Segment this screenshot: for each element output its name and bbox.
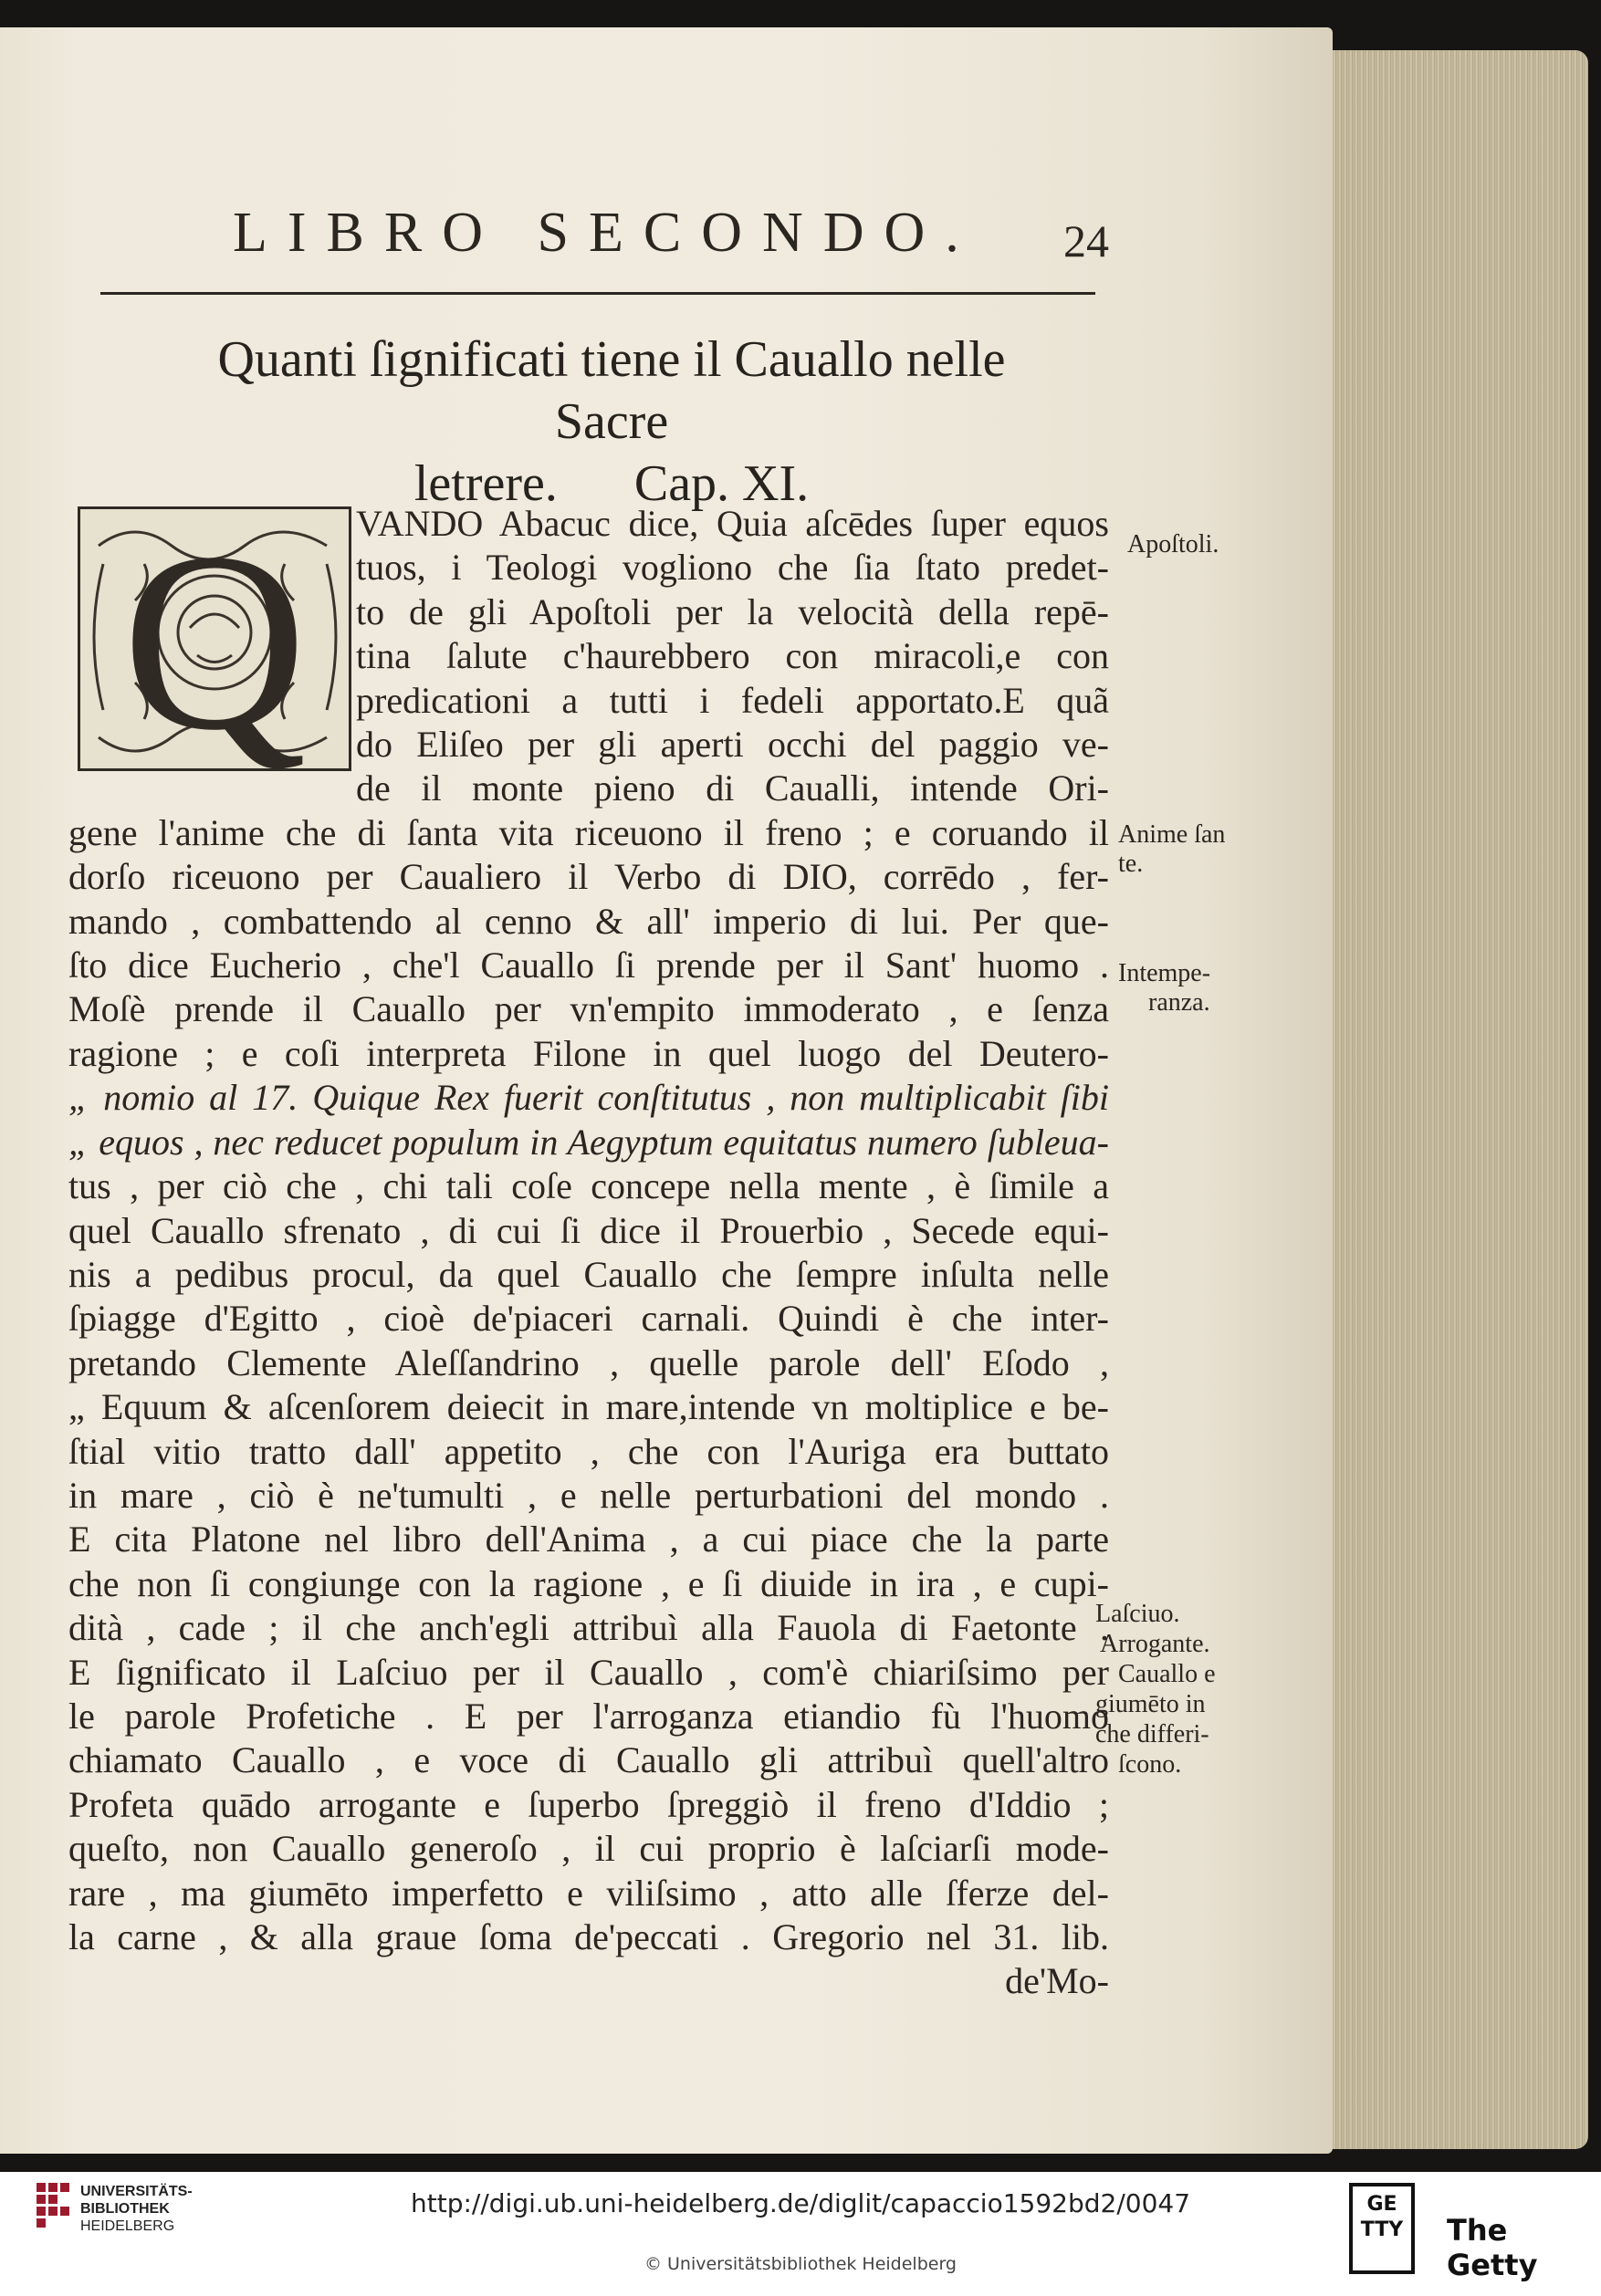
getty-name: The Getty <box>1447 2213 1538 2282</box>
text-line: pretando Clemente Aleſſandrino , quelle parole dell' Eſodo , <box>68 1341 1109 1383</box>
copyright-notice: © Universitätsbibliothek Heidelberg <box>644 2254 957 2274</box>
text-line: quel Cauallo sfrenato , di cui ſi dice il Prouerbio , Secede equi- <box>68 1209 1109 1251</box>
text-line: VANDO Abacuc dice, Quia aſcēdes ſuper equos <box>356 503 1109 544</box>
margin-note: Anime ſan <box>1118 820 1226 849</box>
source-url-link[interactable]: http://digi.ub.uni-heidelberg.de/diglit/capaccio1592bd2/0047 <box>410 2188 1191 2218</box>
text-line: rare , ma giumēto imperfetto e viliſsimo , atto alle ſferze del- <box>68 1872 1109 1914</box>
text-line: „ nomio al 17. Quique Rex fuerit conſtitutus , non multiplicabit ſibi <box>68 1077 1109 1119</box>
text-line: la carne , & alla graue ſoma de'peccati . Gregorio nel 31. lib. <box>68 1916 1109 1957</box>
text-line: tuos, i Teologi vogliono che ſia ſtato predet- <box>356 547 1109 589</box>
page-edges <box>1314 50 1588 2149</box>
margin-note: Cauallo e <box>1118 1660 1216 1688</box>
text-line: „ Equum & aſcenſorem deiecit in mare,intende vn moltiplice e be- <box>68 1386 1109 1428</box>
text-line: mando , combattendo al cenno & all' imperio di lui. Per que- <box>68 900 1109 942</box>
text-line: tus , per ciò che , chi tali coſe concepe nella mente , è ſimile a <box>68 1165 1109 1207</box>
text-line: ſtial vitio tratto dall' appetito , che con l'Auriga era buttato <box>68 1430 1109 1472</box>
text-line: Moſè prende il Cauallo per vn'empito immoderato , e ſenza <box>68 988 1109 1030</box>
text-line: to de gli Apoſtoli per la velocità della repē- <box>356 590 1109 632</box>
text-line: ſto dice Eucherio , che'l Cauallo ſi prende per il Sant' huomo . <box>68 944 1109 986</box>
text-line: ſpiagge d'Egitto , cioè de'piaceri carnali. Quindi è che inter- <box>68 1298 1109 1340</box>
margin-note: che differi- <box>1095 1720 1209 1748</box>
text-line: predicationi a tutti i fedeli apportato.E quã <box>356 679 1109 721</box>
margin-note: Apoſtoli. <box>1127 530 1219 558</box>
running-head: LIBRO SECONDO. <box>233 202 979 264</box>
body-text <box>68 499 1109 2004</box>
margin-note: ſcono. <box>1118 1750 1182 1779</box>
initial-letter: Q <box>121 499 308 783</box>
text-line: E ſignificato il Laſciuo per il Cauallo , com'è chiariſsimo per <box>68 1651 1109 1693</box>
head-rule <box>100 292 1095 295</box>
text-line: in mare , ciò è ne'tumulti , e nelle perturbationi del mondo . <box>68 1474 1109 1516</box>
text-line: chiamato Cauallo , e voce di Cauallo gli attribuì quell'altro <box>68 1739 1109 1781</box>
getty-logo-icon: GE TTY <box>1349 2183 1415 2274</box>
chapter-title-line-2: letrere. Cap. XI. <box>413 455 810 512</box>
text-line: le parole Profetiche . E per l'arroganza etiandio fù l'huomo <box>68 1695 1109 1737</box>
margin-note: ranza. <box>1148 988 1210 1017</box>
margin-note: giumēto in <box>1095 1690 1206 1718</box>
text-line: de il monte pieno di Caualli, intende Ori- <box>356 767 1109 809</box>
catchword: de'Mo- <box>1005 1960 1109 2002</box>
book-page <box>0 27 1333 2154</box>
text-line: „ equos , nec reducet populum in Aegyptum equitatus numero ſubleua- <box>68 1121 1109 1163</box>
margin-note: te. <box>1118 850 1144 878</box>
text-line: tina ſalute c'haurebbero con miracoli,e con <box>356 635 1109 677</box>
text-line: queſto, non Cauallo generoſo , il cui proprio è laſciarſi mode- <box>68 1828 1109 1870</box>
text-line: che non ſi congiunge con la ragione , e ſi diuide in ira , e cupi- <box>68 1562 1109 1604</box>
text-line: nis a pedibus procul, da quel Cauallo che ſempre inſulta nelle <box>68 1253 1109 1295</box>
text-line: ragione ; e coſi interpreta Filone in quel luogo del Deutero- <box>68 1032 1109 1074</box>
chapter-title <box>155 329 1068 515</box>
chapter-title-line-1: Quanti ſignificati tiene il Cauallo nelle Sacre <box>217 331 1006 450</box>
text-line: dorſo riceuono per Caualiero il Verbo di DIO, corrēdo , fer- <box>68 856 1109 898</box>
text-line: gene l'anime che di ſanta vita riceuono il freno ; e coruando il <box>68 811 1109 853</box>
text-line: dità , cade ; il che anch'egli attribuì alla Fauola di Faetonte . <box>68 1607 1109 1649</box>
text-line: Profeta quādo arrogante e ſuperbo ſpreggiò il freno d'Iddio ; <box>68 1783 1109 1825</box>
university-name: UNIVERSITÄTS- BIBLIOTHEK HEIDELBERG <box>80 2184 193 2234</box>
page-number: 24 <box>1063 215 1109 266</box>
text-line: E cita Platone nel libro dell'Anima , a cui piace che la parte <box>68 1518 1109 1560</box>
margin-note: Laſciuo. <box>1095 1600 1180 1628</box>
text-line: do Eliſeo per gli aperti occhi del paggio ve- <box>356 724 1109 766</box>
margin-note: Intempe- <box>1118 959 1211 987</box>
margin-note: Arrogante. <box>1100 1630 1210 1658</box>
